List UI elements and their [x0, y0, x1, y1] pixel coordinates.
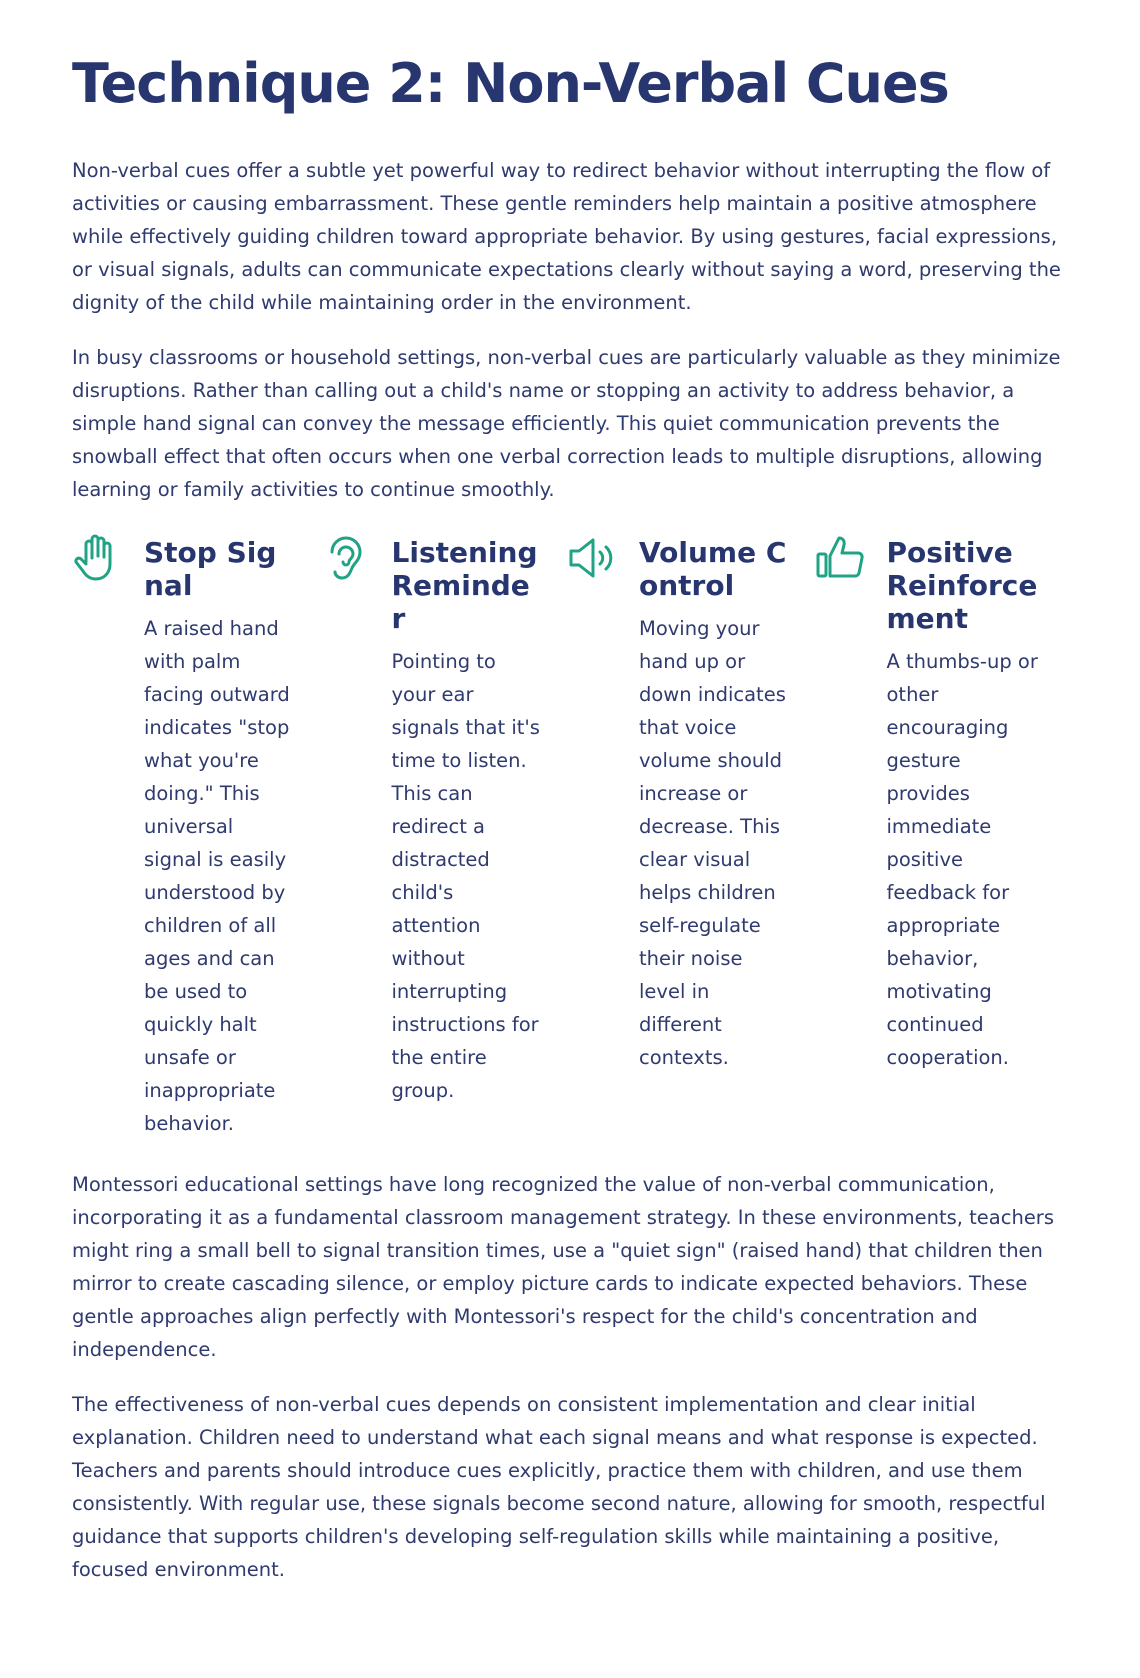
cue-title: Positive Reinforcement [886, 536, 1038, 635]
cue-list [72, 536, 1062, 1140]
thumbs-up-icon [815, 532, 871, 588]
intro-paragraph-2: In busy classrooms or household settings, non-verbal cues are particularly valuable as they minimize disruptions. Rather than calling out a child's name or stopping an activity to address behavior, a simple hand signal can convey the message efficiently. This quiet communication prevents the snowball effect that often occurs when one verbal correction leads to multiple disruptions, allowing learning or family activities to continue smoothly. [72, 346, 1061, 501]
cue-stop-signal [72, 536, 320, 1140]
cue-title: Stop Signal [144, 536, 277, 602]
cue-description: Moving your hand up or down indicates that voice volume should increase or decrease. This clear visual helps children self-regulate their noise level in different contexts. [639, 617, 786, 1069]
ear-icon [320, 532, 376, 588]
cue-title: Volume Control [639, 536, 787, 602]
speaker-icon [567, 532, 623, 588]
closing-paragraph-2: The effectiveness of non-verbal cues depends on consistent implementation and clear initial explanation. Children need to understand what each signal means and what response is expected. Teachers and parents should introduce cues explicitly, practice them with children, and use them consistently. With regular use, these signals become second nature, allowing for smooth, respectful guidance that supports children's developing self-regulation skills while maintaining a positive, focused environment. [72, 1393, 1046, 1581]
cue-description: A raised hand with palm facing outward indicates "stop what you're doing." This universal signal is easily understood by children of all ages and can be used to quickly halt unsafe or inappropriate behavior. [144, 617, 290, 1135]
cue-description: Pointing to your ear signals that it's time to listen. This can redirect a distracted child's attention without interrupting instructions for the entire group. [391, 650, 540, 1102]
closing-paragraph-1: Montessori educational settings have long recognized the value of non-verbal communication, incorporating it as a fundamental classroom management strategy. In these environments, teachers might ring a small bell to signal transition times, use a "quiet sign" (raised hand) that children then mirror to create cascading silence, or employ picture cards to indicate expected behaviors. These gentle approaches align perfectly with Montessori's respect for the child's concentration and independence. [72, 1173, 1054, 1361]
cue-volume-control [567, 536, 815, 1140]
document-page [72, 52, 1062, 1608]
cue-description: A thumbs-up or other encouraging gesture provides immediate positive feedback for appropriate behavior, motivating continued cooperation. [886, 650, 1038, 1069]
intro-paragraph-1: Non-verbal cues offer a subtle yet powerful way to redirect behavior without interrupting the flow of activities or causing embarrassment. These gentle reminders help maintain a positive atmosphere while effectively guiding children toward appropriate behavior. By using gestures, facial expressions, or visual signals, adults can communicate expectations clearly without saying a word, preserving the dignity of the child while maintaining order in the environment. [72, 159, 1061, 314]
cue-title: Listening Reminder [391, 536, 538, 635]
hand-icon [72, 532, 128, 588]
page-title: Technique 2: Non-Verbal Cues [72, 52, 949, 115]
cue-listening-reminder [320, 536, 568, 1140]
cue-positive-reinforcement [815, 536, 1063, 1140]
